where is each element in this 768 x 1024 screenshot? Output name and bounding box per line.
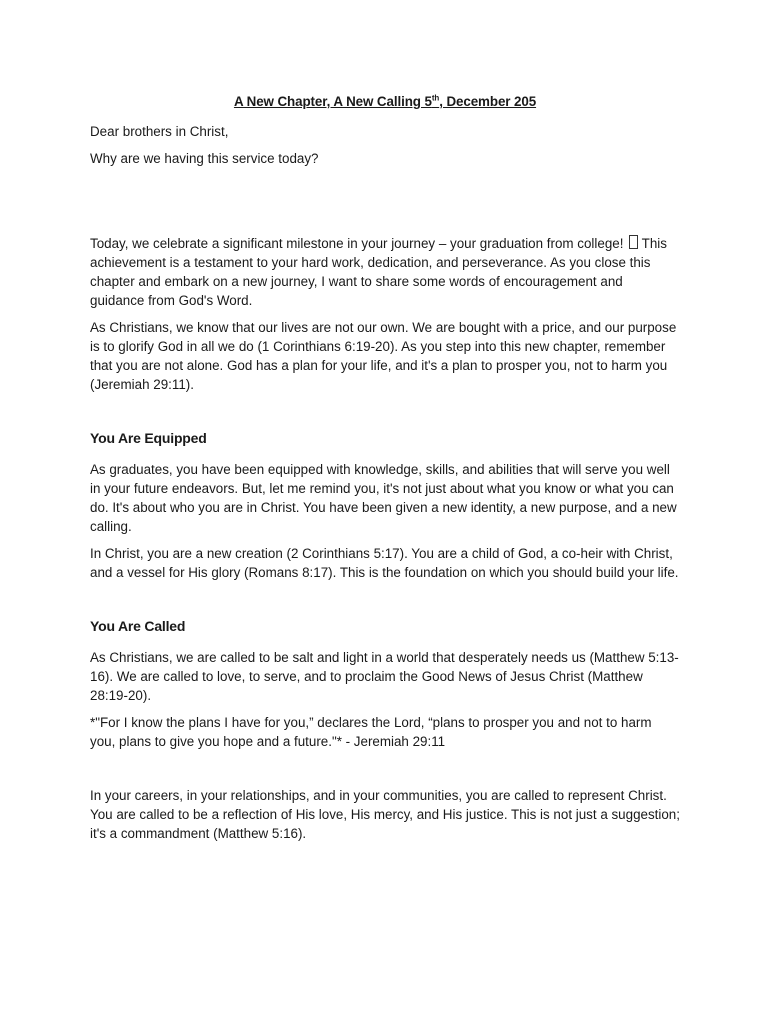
title-main: A New Chapter, A New Calling 5 xyxy=(233,94,432,109)
called-paragraph-3: In your careers, in your relationships, and in your communities, you are called to represent Christ. You are called to be a reflection of His love, His mercy, and His justice. This is not just a suggestion; it's a commandment (Matthew 5:16). xyxy=(90,788,680,841)
called-paragraph-1: As Christians, we are called to be salt and light in a world that desperately needs us (Matthew 5:13-16). We are called to love, to serve, and to proclaim the Good News of Jesus Christ (Matthew 28:19-20). xyxy=(90,650,679,703)
intro-p1-rest: This achievement is a testament to your hard work, dedication, and perseverance. As you close this chapter and embark on a new journey, I want to share some words of encouragement and guidance from God's Word. xyxy=(90,236,667,308)
spacer xyxy=(90,759,680,786)
greeting: Dear brothers in Christ, xyxy=(90,124,229,139)
intro-p1-first: Today, we celebrate a significant milestone in your journey – your graduation from college! xyxy=(90,236,624,251)
heading-you-are-equipped: You Are Equipped xyxy=(90,430,207,446)
equipped-paragraph-1: As graduates, you have been equipped with knowledge, skills, and abilities that will serve you well in your future endeavors. But, let me remind you, it's not just about what you know or what you can do. It's about who you are in Christ. You have been given a new identity, a new purpose, and a new calling. xyxy=(90,462,677,534)
spacer xyxy=(90,636,680,648)
spacer xyxy=(90,590,680,617)
title-rest: , December 205 xyxy=(439,94,537,109)
document-title xyxy=(90,92,680,111)
spacer xyxy=(90,402,680,429)
heading-you-are-called: You Are Called xyxy=(90,618,186,634)
missing-glyph-icon xyxy=(629,235,638,249)
title-superscript: th xyxy=(431,93,440,103)
intro-paragraph-2: As Christians, we know that our lives are not our own. We are bought with a price, and our purpose is to glorify God in all we do (1 Corinthians 6:19-20). As you step into this new chapter, remember that you are not alone. God has a plan for your life, and it's a plan to prosper you, not to harm you (Jeremiah 29:11). xyxy=(90,320,677,392)
called-quote: *"For I know the plans I have for you,” declares the Lord, “plans to prosper you and not to harm you, plans to give you hope and a future."* - Jeremiah 29:11 xyxy=(90,715,652,749)
intro-paragraph-1 xyxy=(90,234,680,310)
document-page xyxy=(90,92,680,851)
opening-question: Why are we having this service today? xyxy=(90,151,319,166)
equipped-paragraph-2: In Christ, you are a new creation (2 Corinthians 5:17). You are a child of God, a co-heir with Christ, and a vessel for His glory (Romans 8:17). This is the foundation on which you should build your life. xyxy=(90,546,679,580)
spacer xyxy=(90,448,680,460)
spacer xyxy=(90,176,680,234)
